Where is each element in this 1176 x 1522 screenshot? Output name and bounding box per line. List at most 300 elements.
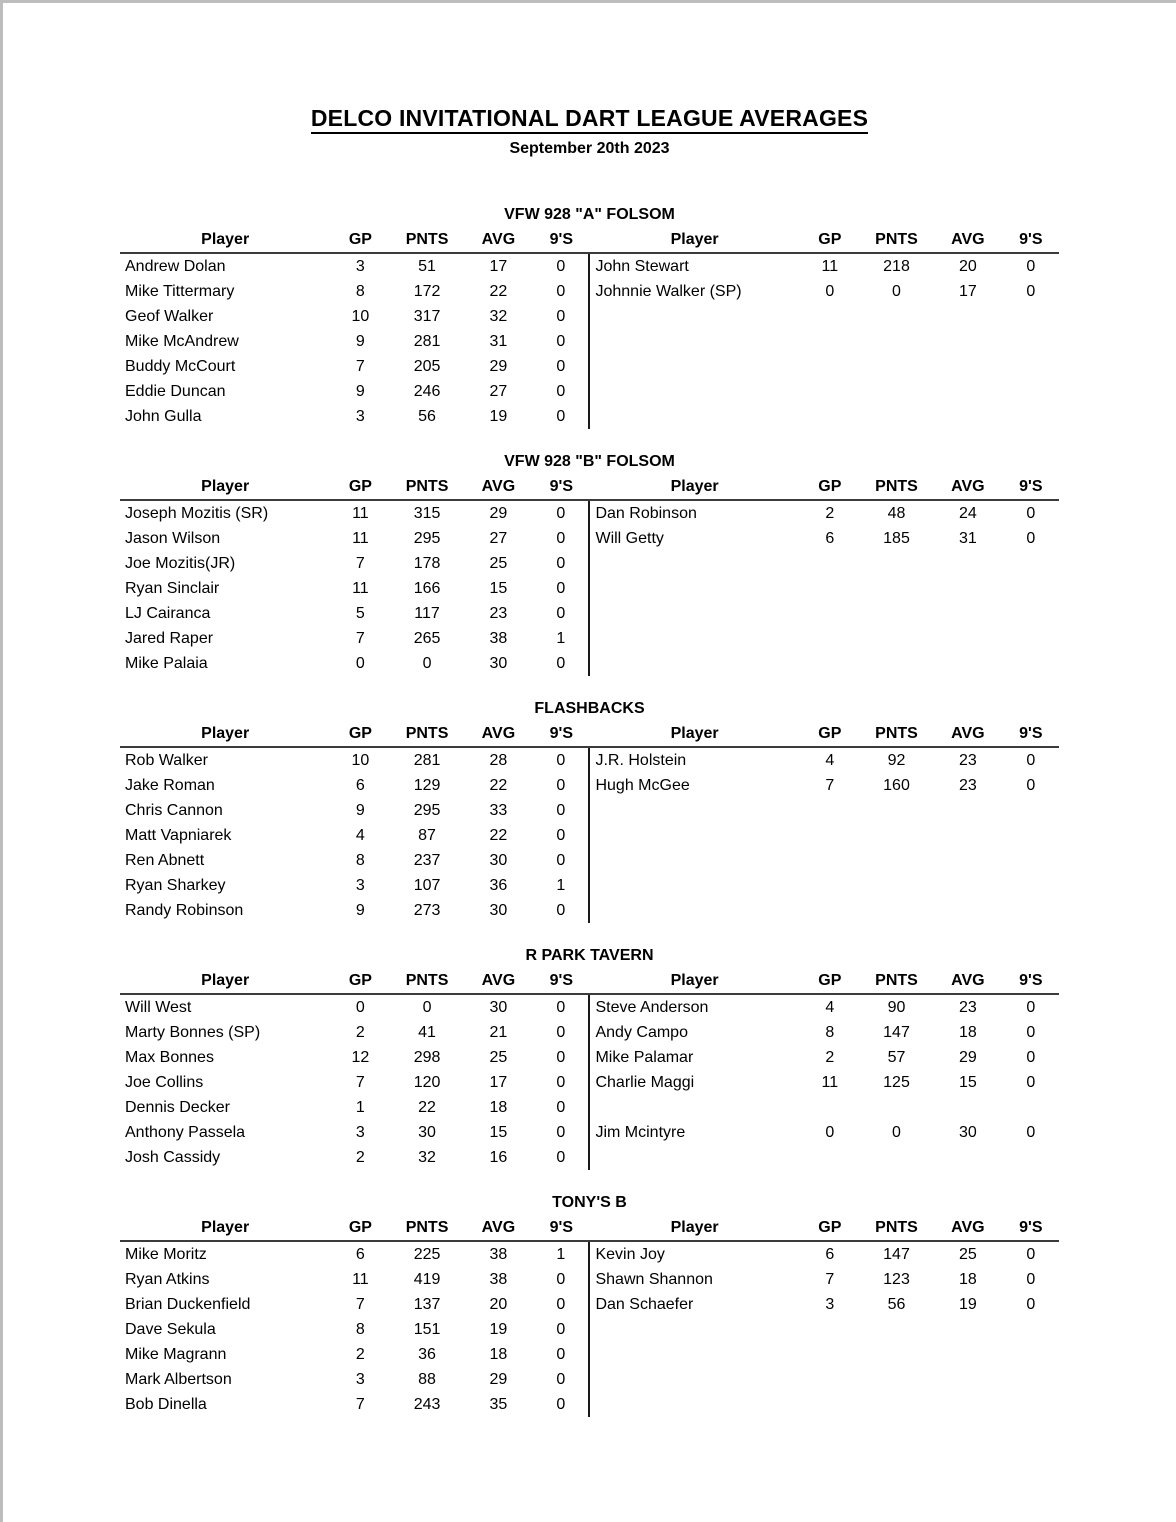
player-name-cell: Joe Mozitis(JR) (125, 554, 236, 572)
player-name-cell: Josh Cassidy (125, 1148, 221, 1166)
stat-cell: 0 (556, 1370, 566, 1388)
stat-cell: 16 (489, 1148, 508, 1166)
stat-cell: 6 (355, 1245, 365, 1263)
stat-cell: 0 (1026, 1295, 1036, 1313)
stat-cell (860, 848, 933, 873)
player-name-cell (589, 1095, 799, 1120)
section-heading: VFW 928 "A" FOLSOM (504, 206, 675, 223)
stat-cell: 0 (556, 1098, 566, 1116)
column-header-pnts: PNTS (390, 474, 463, 500)
stat-cell: 298 (413, 1048, 441, 1066)
stat-cell: 30 (958, 1123, 977, 1141)
table-row (120, 898, 1059, 923)
stat-cell: 0 (556, 901, 566, 919)
stat-cell: 18 (958, 1023, 977, 1041)
player-name-cell: Brian Duckenfield (125, 1295, 251, 1313)
stat-cell: 2 (355, 1148, 365, 1166)
stat-cell: 7 (355, 1295, 365, 1313)
stat-cell: 21 (489, 1023, 508, 1041)
player-name-cell: Anthony Passela (125, 1123, 246, 1141)
stat-cell: 24 (958, 504, 977, 522)
player-name-cell: Dan Schaefer (589, 1292, 799, 1317)
column-header-player: Player (589, 474, 799, 500)
stat-cell (800, 304, 860, 329)
player-name-cell (589, 848, 799, 873)
stat-cell: 11 (352, 504, 369, 522)
column-header-avg: AVG (933, 721, 1002, 747)
stat-cell: 32 (418, 1148, 436, 1166)
player-name-cell: Mark Albertson (125, 1370, 232, 1388)
player-name-cell: Mike Palamar (589, 1045, 799, 1070)
stat-cell (933, 576, 1002, 601)
column-header-9s: 9'S (1003, 1215, 1059, 1241)
stat-cell (860, 823, 933, 848)
stat-cell (860, 1392, 933, 1417)
stat-cell (933, 651, 1002, 676)
stat-cell: 19 (958, 1295, 977, 1313)
table-row (120, 601, 1059, 626)
stat-cell (860, 626, 933, 651)
player-name-cell: Jake Roman (125, 776, 215, 794)
stat-cell (1003, 601, 1059, 626)
stat-cell: 178 (413, 554, 441, 572)
player-name-cell: Mike McAndrew (125, 332, 239, 350)
stat-cell: 281 (413, 751, 441, 769)
stat-cell (933, 1392, 1002, 1417)
stat-cell: 51 (418, 257, 436, 275)
stat-cell (860, 379, 933, 404)
stat-cell (860, 551, 933, 576)
stat-cell: 36 (418, 1345, 436, 1363)
table-row (120, 823, 1059, 848)
stat-cell (933, 823, 1002, 848)
stat-cell: 0 (556, 1073, 566, 1091)
stat-cell: 31 (489, 332, 508, 350)
stat-cell (860, 651, 933, 676)
stat-cell (800, 576, 860, 601)
page-subtitle: September 20th 2023 (509, 140, 670, 157)
stat-cell: 243 (413, 1395, 441, 1413)
stat-cell (800, 601, 860, 626)
player-name-cell: Mike Tittermary (125, 282, 235, 300)
column-header-9s: 9'S (1003, 968, 1059, 994)
column-header-avg: AVG (464, 1215, 533, 1241)
player-name-cell: Chris Cannon (125, 801, 223, 819)
stat-cell: 3 (355, 876, 365, 894)
player-name-cell: Will West (125, 998, 192, 1016)
stat-cell: 22 (418, 1098, 436, 1116)
player-name-cell: Charlie Maggi (589, 1070, 799, 1095)
stat-cell: 90 (887, 998, 906, 1016)
stat-cell: 0 (556, 1123, 566, 1141)
stat-cell: 22 (489, 282, 508, 300)
table-row (120, 626, 1059, 651)
stat-cell (800, 1392, 860, 1417)
stat-cell: 273 (413, 901, 441, 919)
player-name-cell: Kevin Joy (589, 1241, 799, 1267)
stat-cell: 172 (413, 282, 441, 300)
player-name-cell: Mike Magrann (125, 1345, 227, 1363)
stat-cell: 7 (355, 554, 365, 572)
player-name-cell: Dave Sekula (125, 1320, 216, 1338)
stat-cell (800, 1342, 860, 1367)
stat-cell: 15 (489, 1123, 508, 1141)
stat-cell: 166 (413, 579, 441, 597)
player-name-cell: John Gulla (125, 407, 202, 425)
column-header-player: Player (120, 968, 330, 994)
stat-cell (933, 304, 1002, 329)
stat-cell: 3 (355, 257, 365, 275)
stat-cell: 20 (958, 257, 977, 275)
stat-cell (1003, 379, 1059, 404)
player-name-cell (589, 1145, 799, 1170)
header-row (120, 721, 1059, 747)
stat-cell: 0 (892, 1123, 901, 1141)
stat-cell: 0 (1026, 998, 1036, 1016)
stat-cell: 237 (413, 851, 441, 869)
table-row (120, 848, 1059, 873)
stat-cell (860, 873, 933, 898)
player-name-cell: Jared Raper (125, 629, 214, 647)
section-heading: R PARK TAVERN (525, 947, 654, 964)
column-header-player: Player (120, 721, 330, 747)
table-row (120, 551, 1059, 576)
stat-cell: 0 (556, 407, 566, 425)
stat-cell: 27 (489, 382, 508, 400)
stat-cell: 17 (958, 282, 977, 300)
averages-table (120, 721, 1059, 923)
stat-cell: 0 (556, 826, 566, 844)
player-name-cell: Dennis Decker (125, 1098, 230, 1116)
table-row (120, 651, 1059, 676)
player-name-cell: John Stewart (589, 253, 799, 279)
stat-cell: 0 (556, 257, 566, 275)
stat-cell (933, 626, 1002, 651)
stat-cell (933, 1145, 1002, 1170)
stat-cell (1003, 329, 1059, 354)
column-header-avg: AVG (464, 721, 533, 747)
table-row (120, 1070, 1059, 1095)
stat-cell (933, 379, 1002, 404)
player-name-cell: J.R. Holstein (589, 747, 799, 773)
stat-cell: 0 (825, 1123, 835, 1141)
header-row (120, 1215, 1059, 1241)
player-name-cell (589, 1342, 799, 1367)
player-name-cell: Joe Collins (125, 1073, 204, 1091)
stat-cell (1003, 1367, 1059, 1392)
column-header-avg: AVG (933, 968, 1002, 994)
column-header-gp: GP (330, 968, 390, 994)
stat-cell: 17 (489, 257, 508, 275)
stat-cell: 30 (489, 851, 508, 869)
stat-cell: 0 (556, 1295, 566, 1313)
player-name-cell: Ryan Sharkey (125, 876, 226, 894)
stat-cell (800, 1145, 860, 1170)
stat-cell: 23 (958, 751, 977, 769)
stat-cell: 30 (489, 998, 508, 1016)
stat-cell: 1 (556, 629, 566, 647)
league-section (120, 947, 1059, 1170)
table-row (120, 1292, 1059, 1317)
stat-cell: 0 (556, 382, 566, 400)
player-name-cell: Max Bonnes (125, 1048, 214, 1066)
column-header-gp: GP (800, 968, 860, 994)
stat-cell (1003, 873, 1059, 898)
stat-cell: 7 (825, 1270, 835, 1288)
stat-cell (800, 1367, 860, 1392)
stat-cell: 19 (489, 407, 508, 425)
stat-cell: 7 (355, 1073, 365, 1091)
table-row (120, 329, 1059, 354)
averages-table (120, 1215, 1059, 1417)
stat-cell: 0 (556, 1270, 566, 1288)
stat-cell: 1 (556, 876, 566, 894)
column-header-gp: GP (330, 1215, 390, 1241)
stat-cell: 8 (355, 1320, 365, 1338)
player-name-cell: Geof Walker (125, 307, 214, 325)
stat-cell (1003, 651, 1059, 676)
stat-cell: 10 (351, 751, 370, 769)
stat-cell (860, 404, 933, 429)
table-row (120, 773, 1059, 798)
stat-cell: 0 (1026, 1245, 1036, 1263)
stat-cell: 0 (556, 554, 566, 572)
stat-cell (933, 329, 1002, 354)
stat-cell: 4 (825, 751, 835, 769)
stat-cell (860, 1342, 933, 1367)
sections-container (120, 206, 1059, 1417)
column-header-9s: 9'S (533, 1215, 589, 1241)
stat-cell: 3 (355, 407, 365, 425)
player-name-cell: Jim Mcintyre (589, 1120, 799, 1145)
column-header-pnts: PNTS (860, 474, 933, 500)
stat-cell: 317 (413, 307, 441, 325)
stat-cell: 11 (821, 257, 839, 275)
league-section (120, 700, 1059, 923)
stat-cell (933, 1095, 1002, 1120)
table-row (120, 526, 1059, 551)
stat-cell: 15 (958, 1073, 977, 1091)
league-section (120, 453, 1059, 676)
player-name-cell (589, 576, 799, 601)
stat-cell (933, 601, 1002, 626)
stat-cell: 56 (887, 1295, 906, 1313)
table-row (120, 1120, 1059, 1145)
stat-cell: 1 (556, 1245, 566, 1263)
player-name-cell: Jason Wilson (125, 529, 221, 547)
stat-cell: 9 (355, 332, 365, 350)
league-section (120, 1194, 1059, 1417)
column-header-9s: 9'S (1003, 227, 1059, 253)
table-row (120, 873, 1059, 898)
stat-cell: 2 (355, 1023, 365, 1041)
stat-cell: 57 (887, 1048, 906, 1066)
stat-cell: 30 (489, 901, 508, 919)
stat-cell (800, 898, 860, 923)
stat-cell (800, 354, 860, 379)
stat-cell: 38 (489, 629, 508, 647)
stat-cell: 38 (489, 1245, 508, 1263)
player-name-cell: Johnnie Walker (SP) (589, 279, 799, 304)
stat-cell (1003, 1317, 1059, 1342)
stat-cell: 12 (351, 1048, 370, 1066)
player-name-cell: Ryan Sinclair (125, 579, 220, 597)
stat-cell: 0 (1026, 504, 1036, 522)
stat-cell: 0 (1026, 1048, 1036, 1066)
averages-table (120, 227, 1059, 429)
table-row (120, 379, 1059, 404)
table-row (120, 576, 1059, 601)
table-row (120, 1367, 1059, 1392)
player-name-cell (589, 873, 799, 898)
player-name-cell (589, 404, 799, 429)
stat-cell (933, 354, 1002, 379)
stat-cell: 0 (556, 1023, 566, 1041)
stat-cell (1003, 1392, 1059, 1417)
stat-cell: 20 (489, 1295, 508, 1313)
stat-cell: 0 (355, 998, 365, 1016)
stat-cell (1003, 848, 1059, 873)
table-row (120, 253, 1059, 279)
stat-cell (1003, 304, 1059, 329)
player-name-cell: Rob Walker (125, 751, 208, 769)
header-row (120, 474, 1059, 500)
column-header-player: Player (120, 1215, 330, 1241)
stat-cell: 6 (825, 529, 835, 547)
stat-cell: 0 (556, 332, 566, 350)
player-name-cell (589, 329, 799, 354)
stat-cell: 0 (556, 579, 566, 597)
stat-cell (800, 551, 860, 576)
stat-cell: 0 (422, 998, 432, 1016)
player-name-cell: Joseph Mozitis (SR) (125, 504, 269, 522)
stat-cell: 10 (351, 307, 370, 325)
stat-cell (800, 329, 860, 354)
stat-cell (860, 601, 933, 626)
column-header-9s: 9'S (533, 968, 589, 994)
stat-cell (933, 1317, 1002, 1342)
player-name-cell: Dan Robinson (589, 500, 799, 526)
column-header-avg: AVG (464, 474, 533, 500)
stat-cell: 1 (355, 1098, 365, 1116)
stat-cell: 185 (883, 529, 910, 547)
player-name-cell (589, 379, 799, 404)
stat-cell (933, 873, 1002, 898)
stat-cell: 123 (883, 1270, 910, 1288)
stat-cell: 8 (355, 851, 365, 869)
stat-cell: 0 (556, 604, 566, 622)
stat-cell (800, 626, 860, 651)
stat-cell: 29 (489, 357, 508, 375)
stat-cell: 0 (556, 529, 566, 547)
player-name-cell: Ryan Atkins (125, 1270, 210, 1288)
stat-cell (860, 898, 933, 923)
stat-cell: 0 (556, 801, 566, 819)
stat-cell: 3 (355, 1370, 365, 1388)
stat-cell: 0 (556, 851, 566, 869)
stat-cell (933, 1367, 1002, 1392)
column-header-avg: AVG (933, 474, 1002, 500)
stat-cell: 30 (418, 1123, 436, 1141)
stat-cell: 17 (489, 1073, 508, 1091)
column-header-9s: 9'S (1003, 474, 1059, 500)
stat-cell: 35 (489, 1395, 508, 1413)
stat-cell: 9 (355, 901, 365, 919)
stat-cell: 0 (556, 1148, 566, 1166)
player-name-cell (589, 626, 799, 651)
stat-cell: 7 (825, 776, 835, 794)
stat-cell: 2 (825, 504, 835, 522)
player-name-cell (589, 798, 799, 823)
stat-cell (1003, 898, 1059, 923)
averages-table (120, 968, 1059, 1170)
table-row (120, 747, 1059, 773)
table-row (120, 404, 1059, 429)
column-header-9s: 9'S (533, 227, 589, 253)
stat-cell: 28 (489, 751, 508, 769)
player-name-cell: Randy Robinson (125, 901, 244, 919)
stat-cell: 4 (355, 826, 365, 844)
stat-cell (860, 798, 933, 823)
stat-cell (860, 1367, 933, 1392)
section-heading: VFW 928 "B" FOLSOM (504, 453, 675, 470)
column-header-player: Player (589, 227, 799, 253)
stat-cell: 18 (489, 1098, 508, 1116)
column-header-player: Player (589, 721, 799, 747)
stat-cell: 151 (413, 1320, 441, 1338)
league-section (120, 206, 1059, 429)
stat-cell: 7 (355, 357, 365, 375)
stat-cell: 25 (958, 1245, 977, 1263)
stat-cell (1003, 823, 1059, 848)
stat-cell: 0 (556, 1345, 566, 1363)
stat-cell: 22 (489, 776, 508, 794)
averages-table (120, 474, 1059, 676)
player-name-cell (589, 551, 799, 576)
column-header-avg: AVG (464, 227, 533, 253)
stat-cell (933, 404, 1002, 429)
stat-cell (1003, 551, 1059, 576)
player-name-cell (589, 304, 799, 329)
stat-cell: 0 (556, 504, 566, 522)
stat-cell: 0 (1026, 751, 1036, 769)
stat-cell: 15 (489, 579, 508, 597)
column-header-gp: GP (330, 721, 390, 747)
column-header-avg: AVG (933, 1215, 1002, 1241)
player-name-cell: Bob Dinella (125, 1395, 207, 1413)
column-header-avg: AVG (464, 968, 533, 994)
player-name-cell (589, 1317, 799, 1342)
column-header-pnts: PNTS (860, 1215, 933, 1241)
stat-cell (860, 304, 933, 329)
column-header-gp: GP (330, 474, 390, 500)
table-row (120, 798, 1059, 823)
stat-cell (800, 873, 860, 898)
stat-cell: 205 (413, 357, 441, 375)
table-row (120, 304, 1059, 329)
stat-cell (933, 848, 1002, 873)
stat-cell: 8 (825, 1023, 835, 1041)
player-name-cell: Mike Moritz (125, 1245, 207, 1263)
table-row (120, 1145, 1059, 1170)
stat-cell (1003, 1342, 1059, 1367)
column-header-gp: GP (800, 474, 860, 500)
stat-cell: 0 (1026, 257, 1036, 275)
stat-cell: 2 (825, 1048, 835, 1066)
table-row (120, 994, 1059, 1020)
stat-cell (800, 1095, 860, 1120)
column-header-gp: GP (330, 227, 390, 253)
